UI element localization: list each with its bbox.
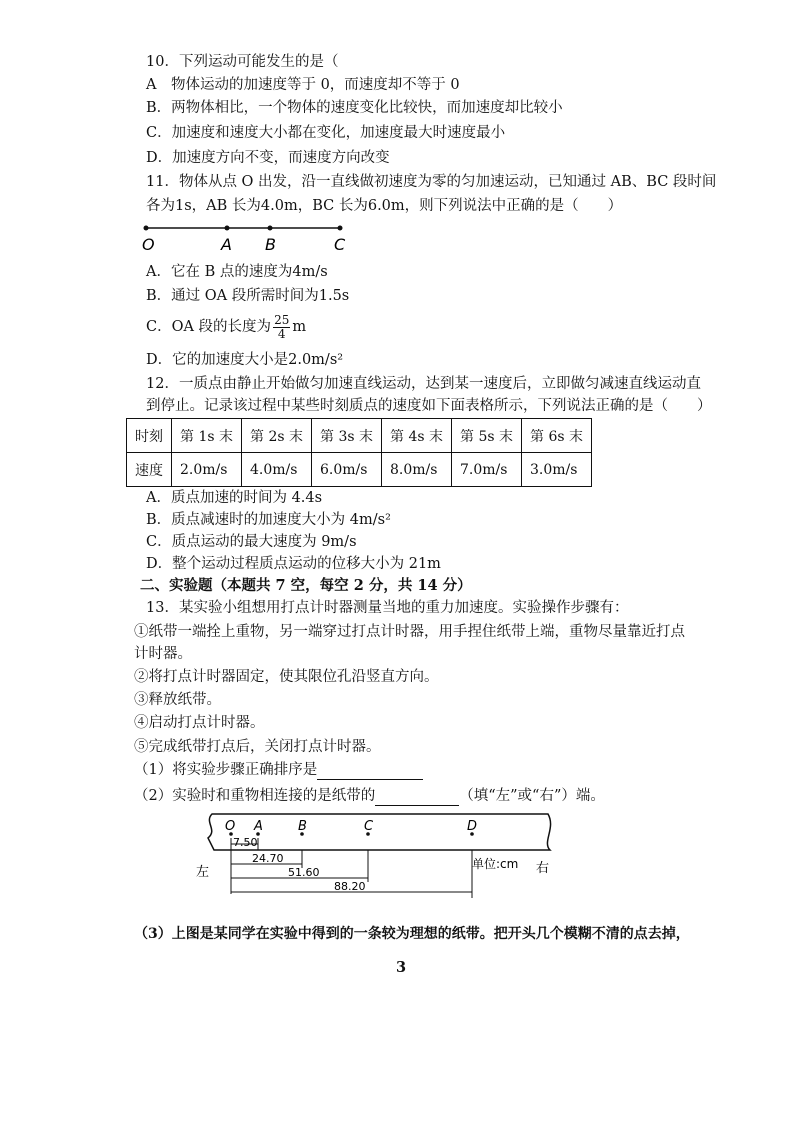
q11-option-c (146, 310, 306, 344)
tape-label-a: A (254, 819, 263, 834)
q13-sub3: （3）上图是某同学在实验中得到的一条较为理想的纸带。把开头几个模糊不清的点去掉， (134, 926, 690, 942)
table-cell: 6.0m/s (312, 453, 382, 487)
tape-distance-od: 88.20 (334, 880, 366, 893)
q11-option-c-prefix: C．OA 段的长度为 (146, 319, 272, 335)
table-cell: 第 6s 末 (522, 419, 592, 453)
tape-label-c: C (364, 819, 374, 834)
q12-option-c: C．质点运动的最大速度为 9m/s (146, 534, 357, 550)
q11-point-b-dot (268, 226, 273, 231)
q10-stem: 10．下列运动可能发生的是（ (146, 54, 339, 70)
q13-sub2-prefix: （2）实验时和重物相连接的是纸带的 (134, 788, 376, 804)
tape-right-label: 右 (536, 861, 550, 876)
q11-option-c-fraction (273, 314, 290, 341)
q13-step4: ④启动打点计时器。 (134, 715, 265, 731)
tape-unit-label: 单位:cm (472, 857, 519, 871)
q13-step1-line1: ①纸带一端拴上重物，另一端穿过打点计时器，用手捏住纸带上端，重物尽量靠近打点 (134, 624, 685, 640)
table-cell: 7.0m/s (452, 453, 522, 487)
q10-option-b: B．两物体相比，一个物体的速度变化比较快，而加速度却比较小 (146, 100, 563, 116)
table-cell: 4.0m/s (242, 453, 312, 487)
section-heading: 二、实验题（本题共 7 空，每空 2 分，共 14 分） (140, 577, 472, 594)
tape-distance-ob: 24.70 (252, 852, 284, 865)
q11-point-a: A (221, 235, 232, 254)
q11-point-o-dot (144, 226, 149, 231)
page-number: 3 (396, 959, 407, 976)
q11-point-c: C (334, 235, 346, 254)
tape-distance-oc: 51.60 (288, 866, 320, 879)
q11-stem-line1: 11．物体从点 O 出发，沿一直线做初速度为零的匀加速运动，已知通过 AB、BC 段时间 (146, 174, 717, 190)
q13-sub1 (134, 760, 423, 780)
q11-option-a: A．它在 B 点的速度为4m/s (146, 264, 328, 280)
table-cell: 第 3s 末 (312, 419, 382, 453)
q11-point-o: O (142, 235, 155, 254)
q10-option-d: D．加速度方向不变，而速度方向改变 (146, 150, 390, 166)
q11-option-b: B．通过 OA 段所需时间为1.5s (146, 288, 350, 304)
q11-fraction-numerator: 25 (274, 312, 290, 327)
q11-fraction-denominator: 4 (277, 326, 286, 341)
table-cell: 2.0m/s (172, 453, 242, 487)
q13-step2: ②将打点计时器固定，使其限位孔沿竖直方向。 (134, 669, 439, 685)
q11-point-c-dot (338, 226, 343, 231)
answer-blank-1[interactable] (317, 763, 423, 780)
q12-option-d: D．整个运动过程质点运动的位移大小为 21m (146, 556, 441, 572)
tape-label-o: O (225, 819, 236, 834)
table-row (127, 453, 592, 487)
table-cell: 第 2s 末 (242, 419, 312, 453)
table-cell: 第 1s 末 (172, 419, 242, 453)
q11-point-b: B (265, 235, 276, 254)
answer-blank-2[interactable] (375, 789, 459, 806)
table-cell: 速度 (127, 453, 172, 487)
table-cell: 8.0m/s (382, 453, 452, 487)
tape-label-b: B (298, 819, 307, 834)
q11-stem-line2: 各为1s，AB 长为4.0m，BC 长为6.0m，则下列说法中正确的是（ ） (146, 198, 623, 214)
q13-sub2 (134, 786, 605, 806)
q13-step1-line2: 计时器。 (134, 646, 192, 662)
q13-sub1-text: （1）将实验步骤正确排序是 (134, 762, 318, 778)
q12-option-b: B．质点减速时的加速度大小为 4m/s² (146, 512, 391, 528)
q12-option-a: A．质点加速的时间为 4.4s (146, 490, 323, 506)
q12-speed-table (126, 418, 592, 487)
q11-line-diagram (136, 220, 366, 256)
tape-distance-oa: 7.50 (233, 836, 258, 849)
table-cell: 第 5s 末 (452, 419, 522, 453)
q13-stem: 13．某实验小组想用打点计时器测量当地的重力加速度。实验操作步骤有： (146, 600, 629, 616)
q10-option-a: A 物体运动的加速度等于 0，而速度却不等于 0 (146, 77, 460, 93)
q11-option-c-unit: m (292, 319, 307, 335)
table-row (127, 419, 592, 453)
table-cell: 时刻 (127, 419, 172, 453)
table-cell: 第 4s 末 (382, 419, 452, 453)
q13-step3: ③释放纸带。 (134, 692, 221, 708)
q13-sub2-suffix: （填“左”或“右”）端。 (459, 788, 605, 804)
q11-point-a-dot (225, 226, 230, 231)
q12-stem-line2: 到停止。记录该过程中某些时刻质点的速度如下面表格所示，下列说法正确的是（ ） (146, 398, 712, 414)
q13-step5: ⑤完成纸带打点后，关闭打点计时器。 (134, 739, 381, 755)
tape-label-d: D (467, 819, 478, 834)
q10-option-c: C．加速度和速度大小都在变化，加速度最大时速度最小 (146, 125, 506, 141)
paper-tape-diagram (196, 808, 558, 900)
tape-left-label: 左 (196, 865, 210, 880)
q11-option-d: D．它的加速度大小是2.0m/s² (146, 352, 344, 368)
q12-stem-line1: 12．一质点由静止开始做匀加速直线运动，达到某一速度后，立即做匀减速直线运动直 (146, 376, 701, 392)
table-cell: 3.0m/s (522, 453, 592, 487)
